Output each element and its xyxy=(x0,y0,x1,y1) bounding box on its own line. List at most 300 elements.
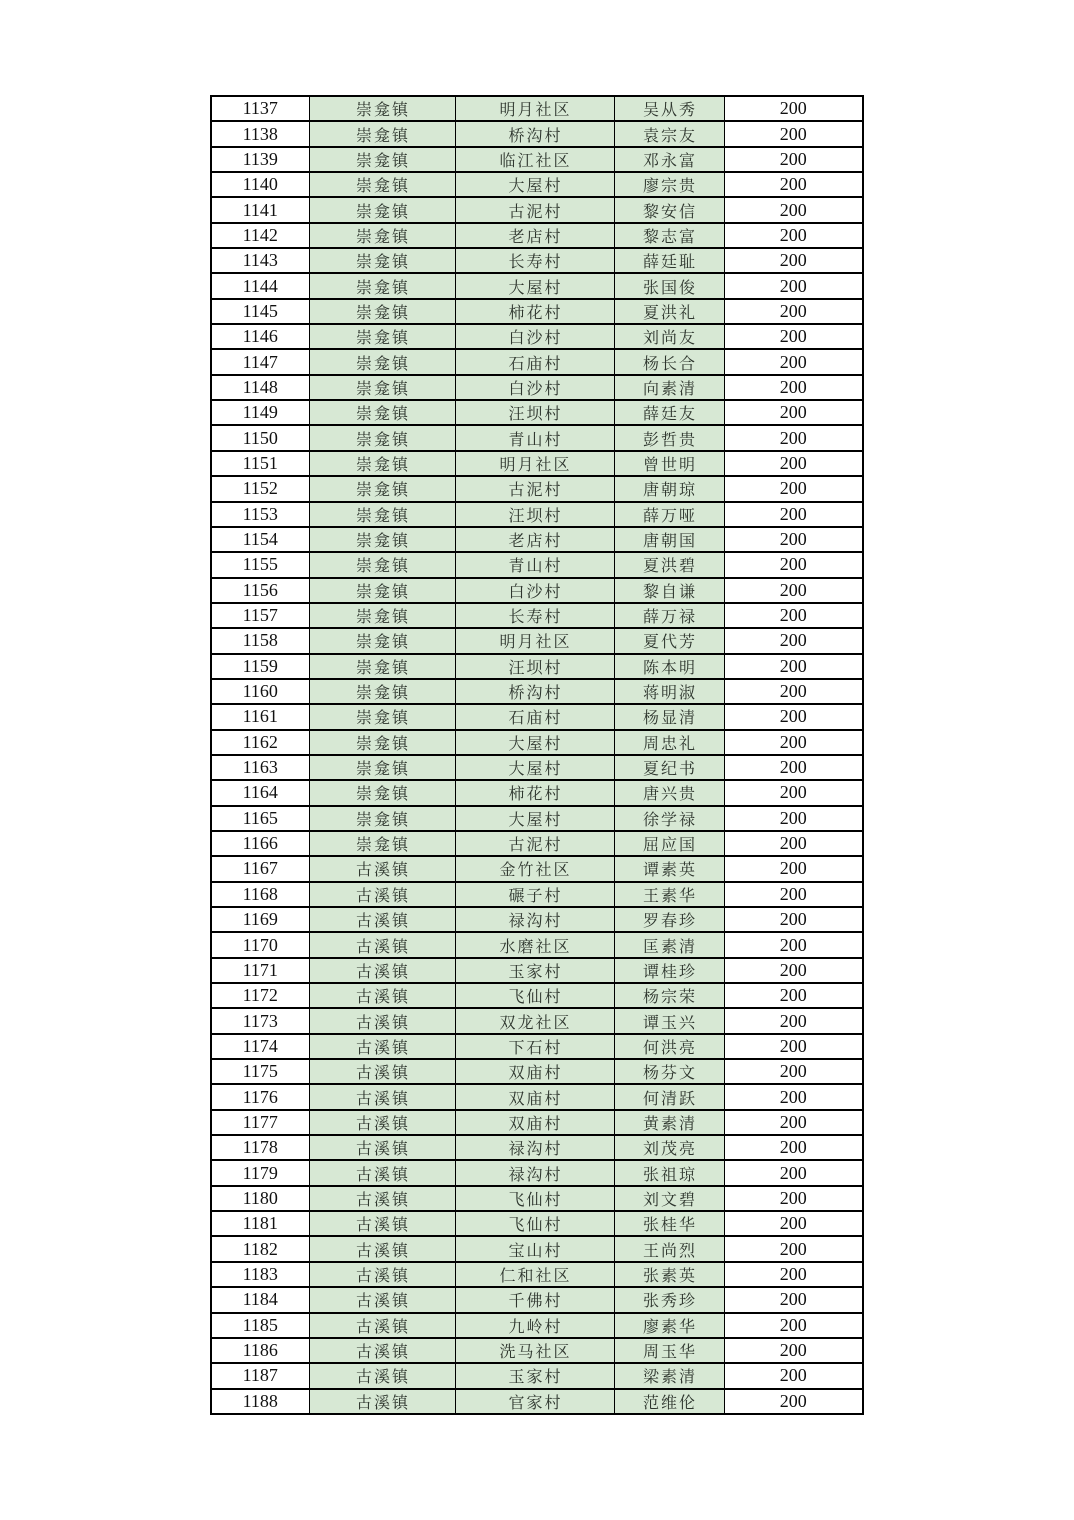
village-cell: 碾子村 xyxy=(455,882,614,907)
person-name-cell: 黎志富 xyxy=(614,223,724,248)
amount-cell: 200 xyxy=(724,578,863,603)
row-number-cell: 1158 xyxy=(211,628,309,653)
table-row xyxy=(211,907,863,932)
amount-cell: 200 xyxy=(724,1338,863,1363)
person-name-cell: 夏代芳 xyxy=(614,628,724,653)
town-cell: 崇龛镇 xyxy=(309,400,455,425)
person-name-cell: 黄素清 xyxy=(614,1110,724,1135)
person-name-cell: 彭哲贵 xyxy=(614,425,724,450)
table-row xyxy=(211,451,863,476)
row-number-cell: 1157 xyxy=(211,603,309,628)
town-cell: 古溪镇 xyxy=(309,1110,455,1135)
town-cell: 古溪镇 xyxy=(309,1059,455,1084)
amount-cell: 200 xyxy=(724,628,863,653)
village-cell: 双龙社区 xyxy=(455,1008,614,1033)
village-cell: 玉家村 xyxy=(455,958,614,983)
table-row xyxy=(211,1186,863,1211)
table-row xyxy=(211,1135,863,1160)
village-cell: 双庙村 xyxy=(455,1084,614,1109)
table-row xyxy=(211,1313,863,1338)
town-cell: 崇龛镇 xyxy=(309,121,455,146)
person-name-cell: 唐朝国 xyxy=(614,527,724,552)
person-name-cell: 谭素英 xyxy=(614,856,724,881)
amount-cell: 200 xyxy=(724,1211,863,1236)
table-row xyxy=(211,882,863,907)
village-cell: 大屋村 xyxy=(455,172,614,197)
person-name-cell: 杨宗荣 xyxy=(614,983,724,1008)
row-number-cell: 1141 xyxy=(211,197,309,222)
person-name-cell: 陈本明 xyxy=(614,654,724,679)
amount-cell: 200 xyxy=(724,679,863,704)
table-row xyxy=(211,1363,863,1388)
town-cell: 崇龛镇 xyxy=(309,578,455,603)
table-row xyxy=(211,1338,863,1363)
row-number-cell: 1160 xyxy=(211,679,309,704)
row-number-cell: 1187 xyxy=(211,1363,309,1388)
person-name-cell: 谭玉兴 xyxy=(614,1008,724,1033)
village-cell: 禄沟村 xyxy=(455,907,614,932)
village-cell: 明月社区 xyxy=(455,96,614,121)
town-cell: 崇龛镇 xyxy=(309,375,455,400)
row-number-cell: 1147 xyxy=(211,349,309,374)
person-name-cell: 王尚烈 xyxy=(614,1236,724,1261)
amount-cell: 200 xyxy=(724,907,863,932)
row-number-cell: 1146 xyxy=(211,324,309,349)
row-number-cell: 1145 xyxy=(211,299,309,324)
table-row xyxy=(211,96,863,121)
person-name-cell: 薛万禄 xyxy=(614,603,724,628)
row-number-cell: 1185 xyxy=(211,1313,309,1338)
row-number-cell: 1163 xyxy=(211,755,309,780)
amount-cell: 200 xyxy=(724,882,863,907)
table-row xyxy=(211,1110,863,1135)
town-cell: 古溪镇 xyxy=(309,1287,455,1312)
row-number-cell: 1155 xyxy=(211,552,309,577)
amount-cell: 200 xyxy=(724,1059,863,1084)
row-number-cell: 1167 xyxy=(211,856,309,881)
village-cell: 飞仙村 xyxy=(455,1211,614,1236)
village-cell: 大屋村 xyxy=(455,806,614,831)
person-name-cell: 蒋明淑 xyxy=(614,679,724,704)
person-name-cell: 黎自谦 xyxy=(614,578,724,603)
row-number-cell: 1179 xyxy=(211,1160,309,1185)
village-cell: 九岭村 xyxy=(455,1313,614,1338)
table-row xyxy=(211,1236,863,1261)
town-cell: 古溪镇 xyxy=(309,932,455,957)
town-cell: 古溪镇 xyxy=(309,1389,455,1414)
village-cell: 玉家村 xyxy=(455,1363,614,1388)
row-number-cell: 1182 xyxy=(211,1236,309,1261)
village-cell: 古泥村 xyxy=(455,197,614,222)
town-cell: 崇龛镇 xyxy=(309,730,455,755)
person-name-cell: 袁宗友 xyxy=(614,121,724,146)
amount-cell: 200 xyxy=(724,983,863,1008)
row-number-cell: 1148 xyxy=(211,375,309,400)
table-row xyxy=(211,223,863,248)
person-name-cell: 杨芬文 xyxy=(614,1059,724,1084)
person-name-cell: 廖宗贵 xyxy=(614,172,724,197)
row-number-cell: 1139 xyxy=(211,147,309,172)
amount-cell: 200 xyxy=(724,1287,863,1312)
amount-cell: 200 xyxy=(724,451,863,476)
table-row xyxy=(211,704,863,729)
town-cell: 古溪镇 xyxy=(309,1084,455,1109)
table-row xyxy=(211,1160,863,1185)
row-number-cell: 1168 xyxy=(211,882,309,907)
amount-cell: 200 xyxy=(724,1160,863,1185)
table-row xyxy=(211,983,863,1008)
town-cell: 崇龛镇 xyxy=(309,628,455,653)
amount-cell: 200 xyxy=(724,172,863,197)
village-cell: 白沙村 xyxy=(455,324,614,349)
town-cell: 崇龛镇 xyxy=(309,248,455,273)
amount-cell: 200 xyxy=(724,1084,863,1109)
town-cell: 古溪镇 xyxy=(309,983,455,1008)
row-number-cell: 1170 xyxy=(211,932,309,957)
row-number-cell: 1180 xyxy=(211,1186,309,1211)
amount-cell: 200 xyxy=(724,299,863,324)
table-row xyxy=(211,755,863,780)
village-cell: 大屋村 xyxy=(455,273,614,298)
table-row xyxy=(211,1008,863,1033)
table-row xyxy=(211,578,863,603)
person-name-cell: 刘文碧 xyxy=(614,1186,724,1211)
town-cell: 崇龛镇 xyxy=(309,223,455,248)
town-cell: 崇龛镇 xyxy=(309,806,455,831)
row-number-cell: 1138 xyxy=(211,121,309,146)
person-name-cell: 夏洪礼 xyxy=(614,299,724,324)
amount-cell: 200 xyxy=(724,1034,863,1059)
person-name-cell: 王素华 xyxy=(614,882,724,907)
table-row xyxy=(211,1287,863,1312)
amount-cell: 200 xyxy=(724,1008,863,1033)
table-row xyxy=(211,806,863,831)
table-row xyxy=(211,1262,863,1287)
table-row xyxy=(211,400,863,425)
table-row xyxy=(211,375,863,400)
table-row xyxy=(211,299,863,324)
village-cell: 明月社区 xyxy=(455,628,614,653)
table-row xyxy=(211,730,863,755)
village-cell: 长寿村 xyxy=(455,603,614,628)
village-cell: 汪坝村 xyxy=(455,654,614,679)
village-cell: 仁和社区 xyxy=(455,1262,614,1287)
town-cell: 崇龛镇 xyxy=(309,451,455,476)
person-name-cell: 屈应国 xyxy=(614,831,724,856)
town-cell: 古溪镇 xyxy=(309,1313,455,1338)
person-name-cell: 薛廷友 xyxy=(614,400,724,425)
row-number-cell: 1173 xyxy=(211,1008,309,1033)
village-cell: 老店村 xyxy=(455,223,614,248)
table-row xyxy=(211,679,863,704)
table-row xyxy=(211,349,863,374)
town-cell: 崇龛镇 xyxy=(309,552,455,577)
village-cell: 大屋村 xyxy=(455,730,614,755)
amount-cell: 200 xyxy=(724,197,863,222)
row-number-cell: 1176 xyxy=(211,1084,309,1109)
row-number-cell: 1175 xyxy=(211,1059,309,1084)
person-name-cell: 何洪亮 xyxy=(614,1034,724,1059)
town-cell: 古溪镇 xyxy=(309,1135,455,1160)
row-number-cell: 1171 xyxy=(211,958,309,983)
table-row xyxy=(211,527,863,552)
town-cell: 崇龛镇 xyxy=(309,654,455,679)
person-name-cell: 邓永富 xyxy=(614,147,724,172)
person-name-cell: 刘茂亮 xyxy=(614,1135,724,1160)
amount-cell: 200 xyxy=(724,527,863,552)
table-row xyxy=(211,831,863,856)
village-cell: 柿花村 xyxy=(455,780,614,805)
amount-cell: 200 xyxy=(724,400,863,425)
amount-cell: 200 xyxy=(724,248,863,273)
amount-cell: 200 xyxy=(724,603,863,628)
amount-cell: 200 xyxy=(724,502,863,527)
person-name-cell: 何清跃 xyxy=(614,1084,724,1109)
person-name-cell: 范维伦 xyxy=(614,1389,724,1414)
person-name-cell: 张素英 xyxy=(614,1262,724,1287)
row-number-cell: 1165 xyxy=(211,806,309,831)
village-cell: 汪坝村 xyxy=(455,502,614,527)
row-number-cell: 1142 xyxy=(211,223,309,248)
person-name-cell: 夏洪碧 xyxy=(614,552,724,577)
person-name-cell: 匡素清 xyxy=(614,932,724,957)
amount-cell: 200 xyxy=(724,780,863,805)
amount-cell: 200 xyxy=(724,349,863,374)
town-cell: 崇龛镇 xyxy=(309,299,455,324)
subsidy-roster-table xyxy=(210,95,864,1415)
row-number-cell: 1186 xyxy=(211,1338,309,1363)
amount-cell: 200 xyxy=(724,730,863,755)
amount-cell: 200 xyxy=(724,1313,863,1338)
village-cell: 临江社区 xyxy=(455,147,614,172)
row-number-cell: 1151 xyxy=(211,451,309,476)
village-cell: 古泥村 xyxy=(455,831,614,856)
person-name-cell: 张桂华 xyxy=(614,1211,724,1236)
table-row xyxy=(211,628,863,653)
person-name-cell: 曾世明 xyxy=(614,451,724,476)
village-cell: 禄沟村 xyxy=(455,1135,614,1160)
village-cell: 官家村 xyxy=(455,1389,614,1414)
person-name-cell: 张秀珍 xyxy=(614,1287,724,1312)
amount-cell: 200 xyxy=(724,958,863,983)
town-cell: 古溪镇 xyxy=(309,882,455,907)
row-number-cell: 1149 xyxy=(211,400,309,425)
table-row xyxy=(211,1034,863,1059)
amount-cell: 200 xyxy=(724,273,863,298)
town-cell: 崇龛镇 xyxy=(309,679,455,704)
person-name-cell: 刘尚友 xyxy=(614,324,724,349)
row-number-cell: 1184 xyxy=(211,1287,309,1312)
village-cell: 千佛村 xyxy=(455,1287,614,1312)
person-name-cell: 向素清 xyxy=(614,375,724,400)
person-name-cell: 唐兴贵 xyxy=(614,780,724,805)
row-number-cell: 1159 xyxy=(211,654,309,679)
village-cell: 老店村 xyxy=(455,527,614,552)
table-row xyxy=(211,172,863,197)
person-name-cell: 黎安信 xyxy=(614,197,724,222)
amount-cell: 200 xyxy=(724,1236,863,1261)
table-row xyxy=(211,856,863,881)
table-row xyxy=(211,502,863,527)
row-number-cell: 1181 xyxy=(211,1211,309,1236)
town-cell: 古溪镇 xyxy=(309,1338,455,1363)
row-number-cell: 1152 xyxy=(211,476,309,501)
person-name-cell: 夏纪书 xyxy=(614,755,724,780)
person-name-cell: 梁素清 xyxy=(614,1363,724,1388)
amount-cell: 200 xyxy=(724,1363,863,1388)
village-cell: 洗马社区 xyxy=(455,1338,614,1363)
row-number-cell: 1150 xyxy=(211,425,309,450)
village-cell: 水磨社区 xyxy=(455,932,614,957)
row-number-cell: 1144 xyxy=(211,273,309,298)
row-number-cell: 1156 xyxy=(211,578,309,603)
village-cell: 白沙村 xyxy=(455,578,614,603)
amount-cell: 200 xyxy=(724,831,863,856)
table-row xyxy=(211,654,863,679)
town-cell: 崇龛镇 xyxy=(309,527,455,552)
town-cell: 崇龛镇 xyxy=(309,324,455,349)
row-number-cell: 1153 xyxy=(211,502,309,527)
amount-cell: 200 xyxy=(724,375,863,400)
amount-cell: 200 xyxy=(724,552,863,577)
row-number-cell: 1183 xyxy=(211,1262,309,1287)
village-cell: 下石村 xyxy=(455,1034,614,1059)
amount-cell: 200 xyxy=(724,932,863,957)
table-row xyxy=(211,603,863,628)
table-row xyxy=(211,121,863,146)
person-name-cell: 周忠礼 xyxy=(614,730,724,755)
table-row xyxy=(211,932,863,957)
table-row xyxy=(211,197,863,222)
row-number-cell: 1137 xyxy=(211,96,309,121)
amount-cell: 200 xyxy=(724,755,863,780)
person-name-cell: 唐朝琼 xyxy=(614,476,724,501)
amount-cell: 200 xyxy=(724,324,863,349)
village-cell: 金竹社区 xyxy=(455,856,614,881)
town-cell: 崇龛镇 xyxy=(309,502,455,527)
town-cell: 崇龛镇 xyxy=(309,476,455,501)
amount-cell: 200 xyxy=(724,654,863,679)
amount-cell: 200 xyxy=(724,704,863,729)
village-cell: 明月社区 xyxy=(455,451,614,476)
table-row xyxy=(211,1059,863,1084)
row-number-cell: 1178 xyxy=(211,1135,309,1160)
row-number-cell: 1188 xyxy=(211,1389,309,1414)
town-cell: 古溪镇 xyxy=(309,907,455,932)
village-cell: 汪坝村 xyxy=(455,400,614,425)
village-cell: 大屋村 xyxy=(455,755,614,780)
person-name-cell: 廖素华 xyxy=(614,1313,724,1338)
amount-cell: 200 xyxy=(724,223,863,248)
table-row xyxy=(211,324,863,349)
amount-cell: 200 xyxy=(724,121,863,146)
town-cell: 崇龛镇 xyxy=(309,831,455,856)
row-number-cell: 1174 xyxy=(211,1034,309,1059)
village-cell: 青山村 xyxy=(455,552,614,577)
table-body xyxy=(211,96,863,1414)
village-cell: 宝山村 xyxy=(455,1236,614,1261)
amount-cell: 200 xyxy=(724,1186,863,1211)
town-cell: 古溪镇 xyxy=(309,1363,455,1388)
town-cell: 古溪镇 xyxy=(309,1186,455,1211)
table-row xyxy=(211,958,863,983)
town-cell: 古溪镇 xyxy=(309,1160,455,1185)
row-number-cell: 1140 xyxy=(211,172,309,197)
town-cell: 古溪镇 xyxy=(309,1211,455,1236)
row-number-cell: 1177 xyxy=(211,1110,309,1135)
town-cell: 崇龛镇 xyxy=(309,273,455,298)
village-cell: 飞仙村 xyxy=(455,1186,614,1211)
amount-cell: 200 xyxy=(724,425,863,450)
person-name-cell: 杨显清 xyxy=(614,704,724,729)
village-cell: 石庙村 xyxy=(455,704,614,729)
village-cell: 飞仙村 xyxy=(455,983,614,1008)
town-cell: 崇龛镇 xyxy=(309,704,455,729)
table-row xyxy=(211,248,863,273)
village-cell: 桥沟村 xyxy=(455,121,614,146)
person-name-cell: 张国俊 xyxy=(614,273,724,298)
village-cell: 桥沟村 xyxy=(455,679,614,704)
town-cell: 古溪镇 xyxy=(309,1262,455,1287)
village-cell: 白沙村 xyxy=(455,375,614,400)
table-row xyxy=(211,1084,863,1109)
town-cell: 崇龛镇 xyxy=(309,96,455,121)
village-cell: 双庙村 xyxy=(455,1059,614,1084)
row-number-cell: 1143 xyxy=(211,248,309,273)
person-name-cell: 周玉华 xyxy=(614,1338,724,1363)
village-cell: 古泥村 xyxy=(455,476,614,501)
town-cell: 崇龛镇 xyxy=(309,147,455,172)
person-name-cell: 杨长合 xyxy=(614,349,724,374)
row-number-cell: 1161 xyxy=(211,704,309,729)
row-number-cell: 1166 xyxy=(211,831,309,856)
table-row xyxy=(211,147,863,172)
row-number-cell: 1169 xyxy=(211,907,309,932)
town-cell: 古溪镇 xyxy=(309,1008,455,1033)
town-cell: 崇龛镇 xyxy=(309,197,455,222)
village-cell: 青山村 xyxy=(455,425,614,450)
amount-cell: 200 xyxy=(724,1262,863,1287)
town-cell: 崇龛镇 xyxy=(309,755,455,780)
person-name-cell: 薛廷耻 xyxy=(614,248,724,273)
village-cell: 石庙村 xyxy=(455,349,614,374)
village-cell: 长寿村 xyxy=(455,248,614,273)
table-row xyxy=(211,552,863,577)
person-name-cell: 谭桂珍 xyxy=(614,958,724,983)
amount-cell: 200 xyxy=(724,1110,863,1135)
amount-cell: 200 xyxy=(724,856,863,881)
village-cell: 双庙村 xyxy=(455,1110,614,1135)
person-name-cell: 徐学禄 xyxy=(614,806,724,831)
amount-cell: 200 xyxy=(724,147,863,172)
table-row xyxy=(211,476,863,501)
town-cell: 古溪镇 xyxy=(309,1236,455,1261)
town-cell: 古溪镇 xyxy=(309,856,455,881)
person-name-cell: 薛万哑 xyxy=(614,502,724,527)
town-cell: 崇龛镇 xyxy=(309,780,455,805)
town-cell: 古溪镇 xyxy=(309,958,455,983)
table-row xyxy=(211,273,863,298)
amount-cell: 200 xyxy=(724,1389,863,1414)
table-row xyxy=(211,780,863,805)
amount-cell: 200 xyxy=(724,96,863,121)
row-number-cell: 1172 xyxy=(211,983,309,1008)
amount-cell: 200 xyxy=(724,1135,863,1160)
town-cell: 崇龛镇 xyxy=(309,425,455,450)
amount-cell: 200 xyxy=(724,476,863,501)
village-cell: 柿花村 xyxy=(455,299,614,324)
amount-cell: 200 xyxy=(724,806,863,831)
